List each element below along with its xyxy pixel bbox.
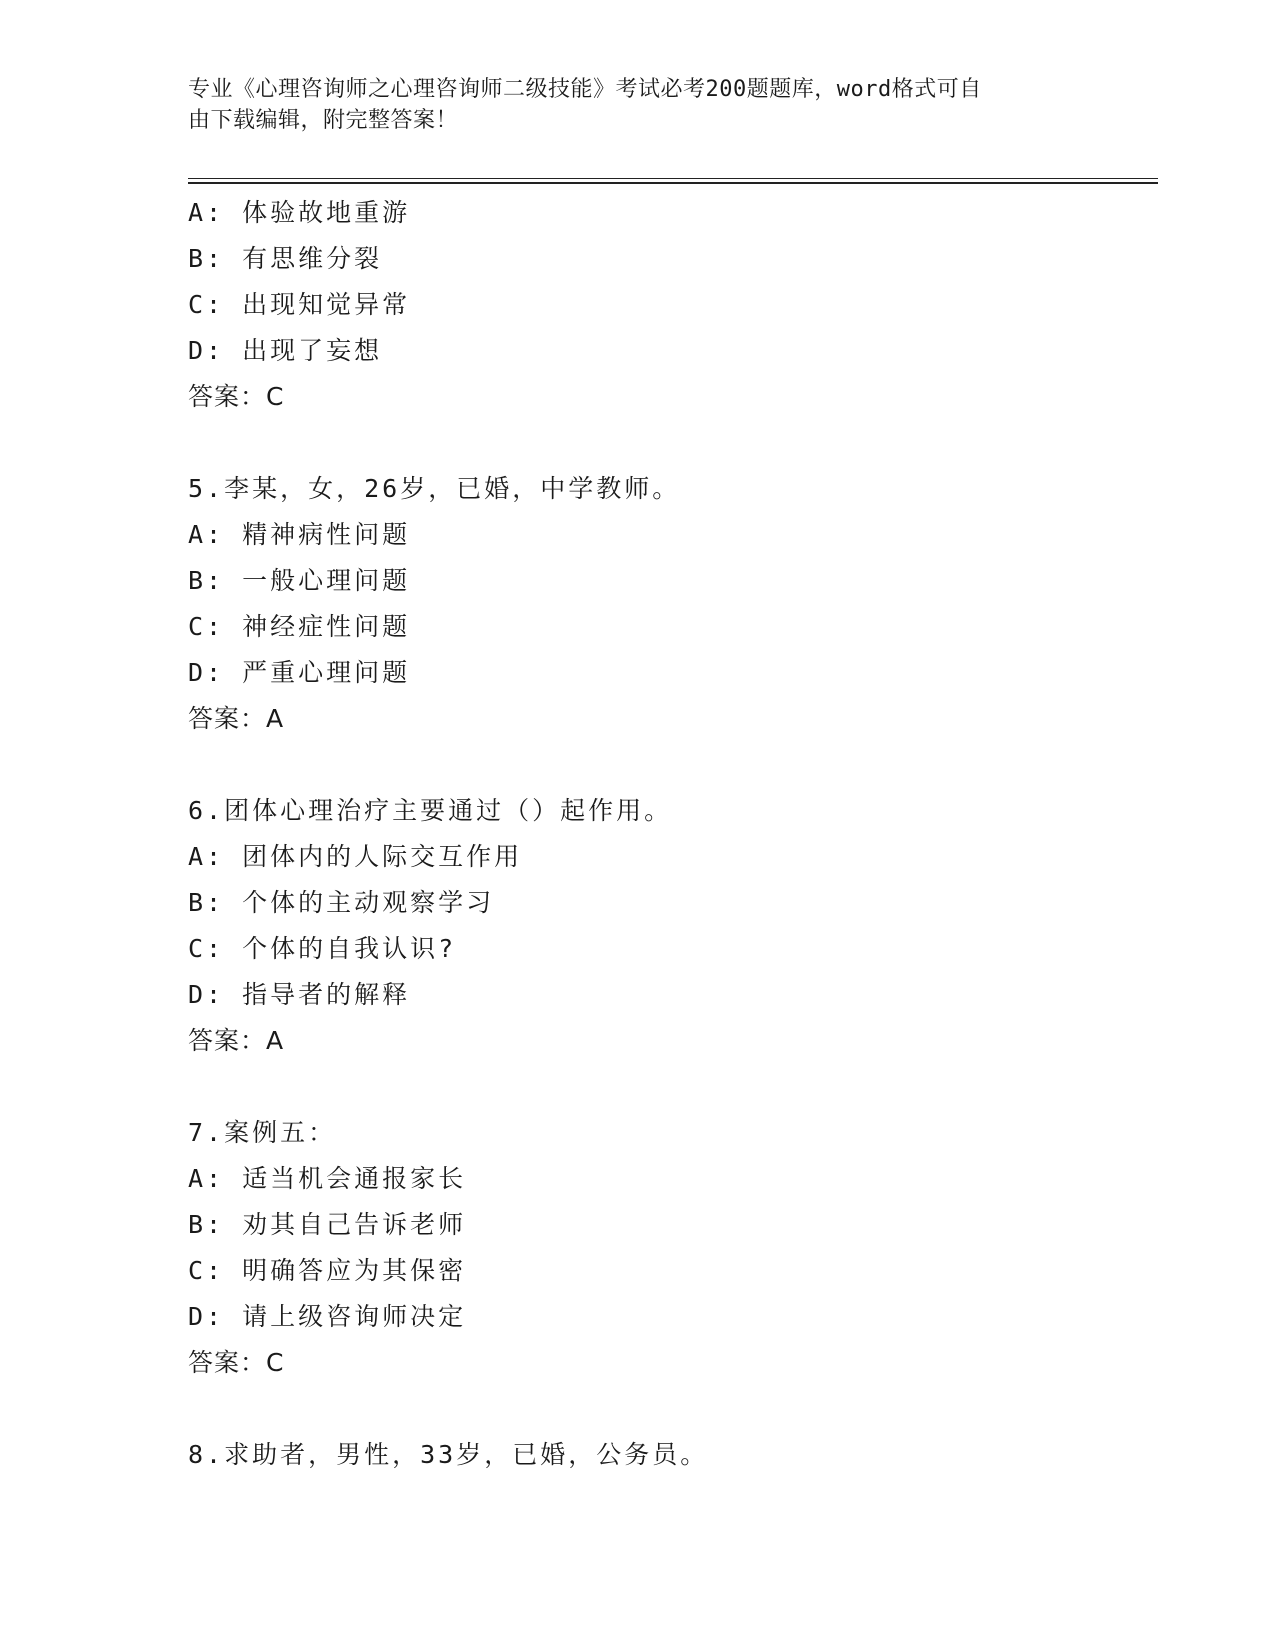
option-b: B: 一般心理问题 <box>188 566 411 595</box>
option-d: D: 严重心理问题 <box>188 658 411 687</box>
option-d: D: 指导者的解释 <box>188 980 411 1009</box>
option-b: B: 个体的主动观察学习 <box>188 888 495 917</box>
answer: 答案：C <box>188 382 285 411</box>
option-a: A: 适当机会通报家长 <box>188 1164 467 1193</box>
option-d: D: 出现了妄想 <box>188 336 383 365</box>
question-text: 6.团体心理治疗主要通过（）起作用。 <box>188 796 673 825</box>
option-c: C: 明确答应为其保密 <box>188 1256 467 1285</box>
option-d: D: 请上级咨询师决定 <box>188 1302 467 1331</box>
header-rule-thick <box>188 182 1158 184</box>
question-text: 8.求助者，男性，33岁，已婚，公务员。 <box>188 1440 709 1469</box>
header-line-2: 由下载编辑，附完整答案！ <box>188 108 459 133</box>
option-b: B: 有思维分裂 <box>188 244 383 273</box>
document-header <box>188 74 1068 136</box>
answer: 答案：C <box>188 1348 285 1377</box>
question-text: 5.李某，女，26岁，已婚，中学教师。 <box>188 474 681 503</box>
answer: 答案：A <box>188 704 285 733</box>
question-text: 7.案例五： <box>188 1118 337 1147</box>
option-b: B: 劝其自己告诉老师 <box>188 1210 467 1239</box>
question-block-8 <box>188 1432 1148 1478</box>
question-block-6 <box>188 788 1148 1064</box>
answer: 答案：A <box>188 1026 285 1055</box>
option-a: A: 团体内的人际交互作用 <box>188 842 523 871</box>
option-a: A: 体验故地重游 <box>188 198 411 227</box>
option-c: C: 个体的自我认识? <box>188 934 457 963</box>
question-block-7 <box>188 1110 1148 1386</box>
option-c: C: 神经症性问题 <box>188 612 411 641</box>
option-a: A: 精神病性问题 <box>188 520 411 549</box>
question-block-4 <box>188 190 1148 420</box>
header-rule-thin <box>188 178 1158 179</box>
option-c: C: 出现知觉异常 <box>188 290 411 319</box>
question-list <box>188 190 1148 1478</box>
header-line-1: 专业《心理咨询师之心理咨询师二级技能》考试必考200题题库，word格式可自 <box>188 77 982 102</box>
question-block-5 <box>188 466 1148 742</box>
